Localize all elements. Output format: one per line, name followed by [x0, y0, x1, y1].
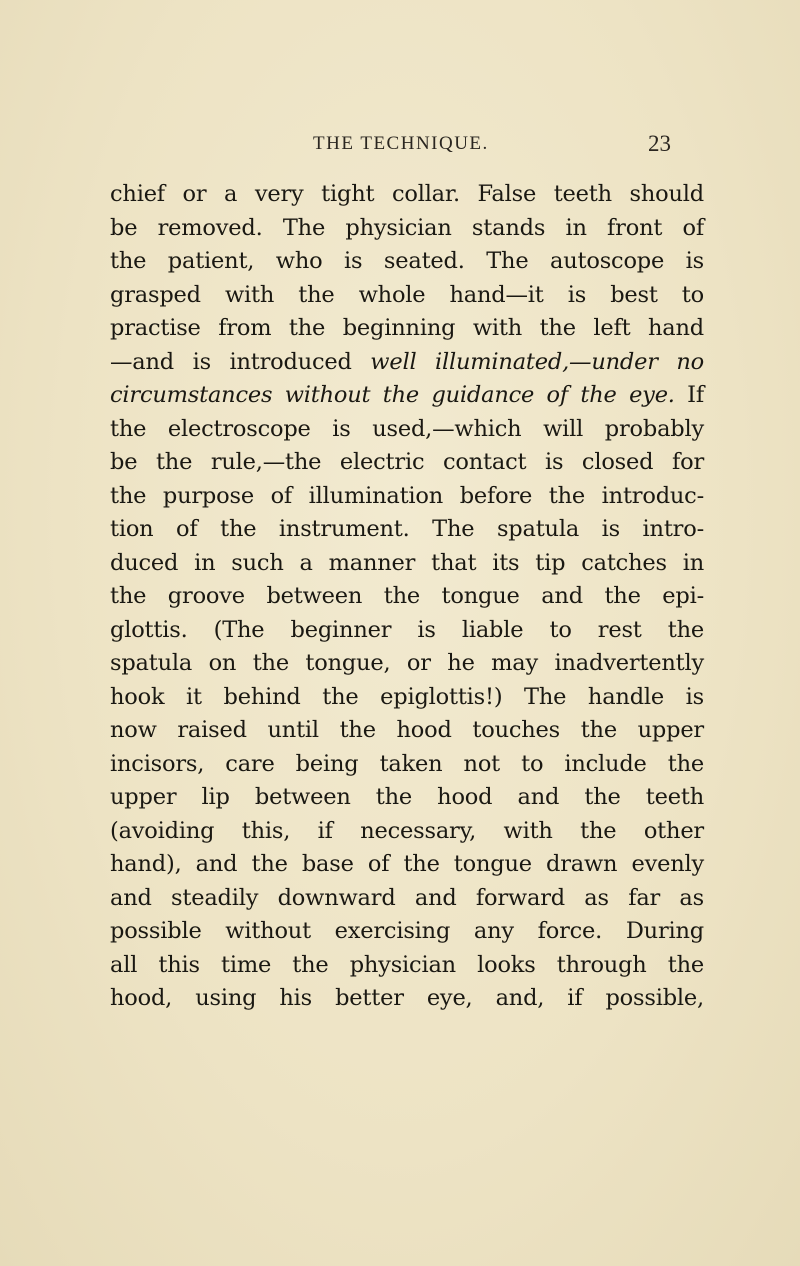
text-line: practise from the beginning with the left hand: [110, 315, 704, 341]
text-run: —and is introduced: [110, 348, 371, 375]
text-line: hood, using his better eye, and, if possible,: [110, 985, 704, 1011]
text-line: incisors, care being taken not to include the: [110, 750, 704, 777]
text-run: If: [674, 382, 704, 408]
text-line: spatula on the tongue, or he may inadvertently: [110, 650, 704, 676]
text-line: glottis. (The beginner is liable to rest the: [110, 616, 704, 643]
text-line: be removed. The physician stands in front of: [110, 214, 704, 241]
text-line: the electroscope is used,—which will probably: [110, 415, 704, 442]
text-line: now raised until the hood touches the upper: [110, 717, 704, 743]
text-line: possible without exercising any force. During: [110, 918, 704, 944]
text-line: [110, 346, 704, 380]
italic-run: well illuminated,—under no: [370, 348, 704, 375]
body-text: [110, 178, 710, 1016]
text-line: duced in such a manner that its tip catches in: [110, 549, 704, 576]
text-line: [110, 379, 704, 413]
text-line: and steadily downward and forward as far as: [110, 884, 704, 911]
text-line: the groove between the tongue and the epi-: [110, 583, 704, 609]
text-line: chief or a very tight collar. False teeth should: [110, 181, 704, 207]
text-line: the purpose of illumination before the introduc-: [110, 482, 704, 509]
text-line: tion of the instrument. The spatula is intro-: [110, 516, 704, 542]
text-line: be the rule,—the electric contact is closed for: [110, 449, 704, 475]
text-line: grasped with the whole hand—it is best to: [110, 281, 704, 308]
text-line: (avoiding this, if necessary, with the other: [110, 817, 704, 844]
page-header: [0, 131, 800, 161]
text-line: the patient, who is seated. The autoscope is: [110, 248, 704, 274]
text-line: all this time the physician looks through the: [110, 951, 704, 978]
page-number: 23: [648, 131, 671, 156]
running-title: THE TECHNIQUE.: [313, 133, 489, 154]
text-line: hook it behind the epiglottis!) The handle is: [110, 683, 704, 710]
text-line: upper lip between the hood and the teeth: [110, 784, 704, 810]
italic-run: circumstances without the guidance of the eye.: [110, 382, 675, 408]
text-line: hand), and the base of the tongue drawn evenly: [110, 851, 704, 877]
